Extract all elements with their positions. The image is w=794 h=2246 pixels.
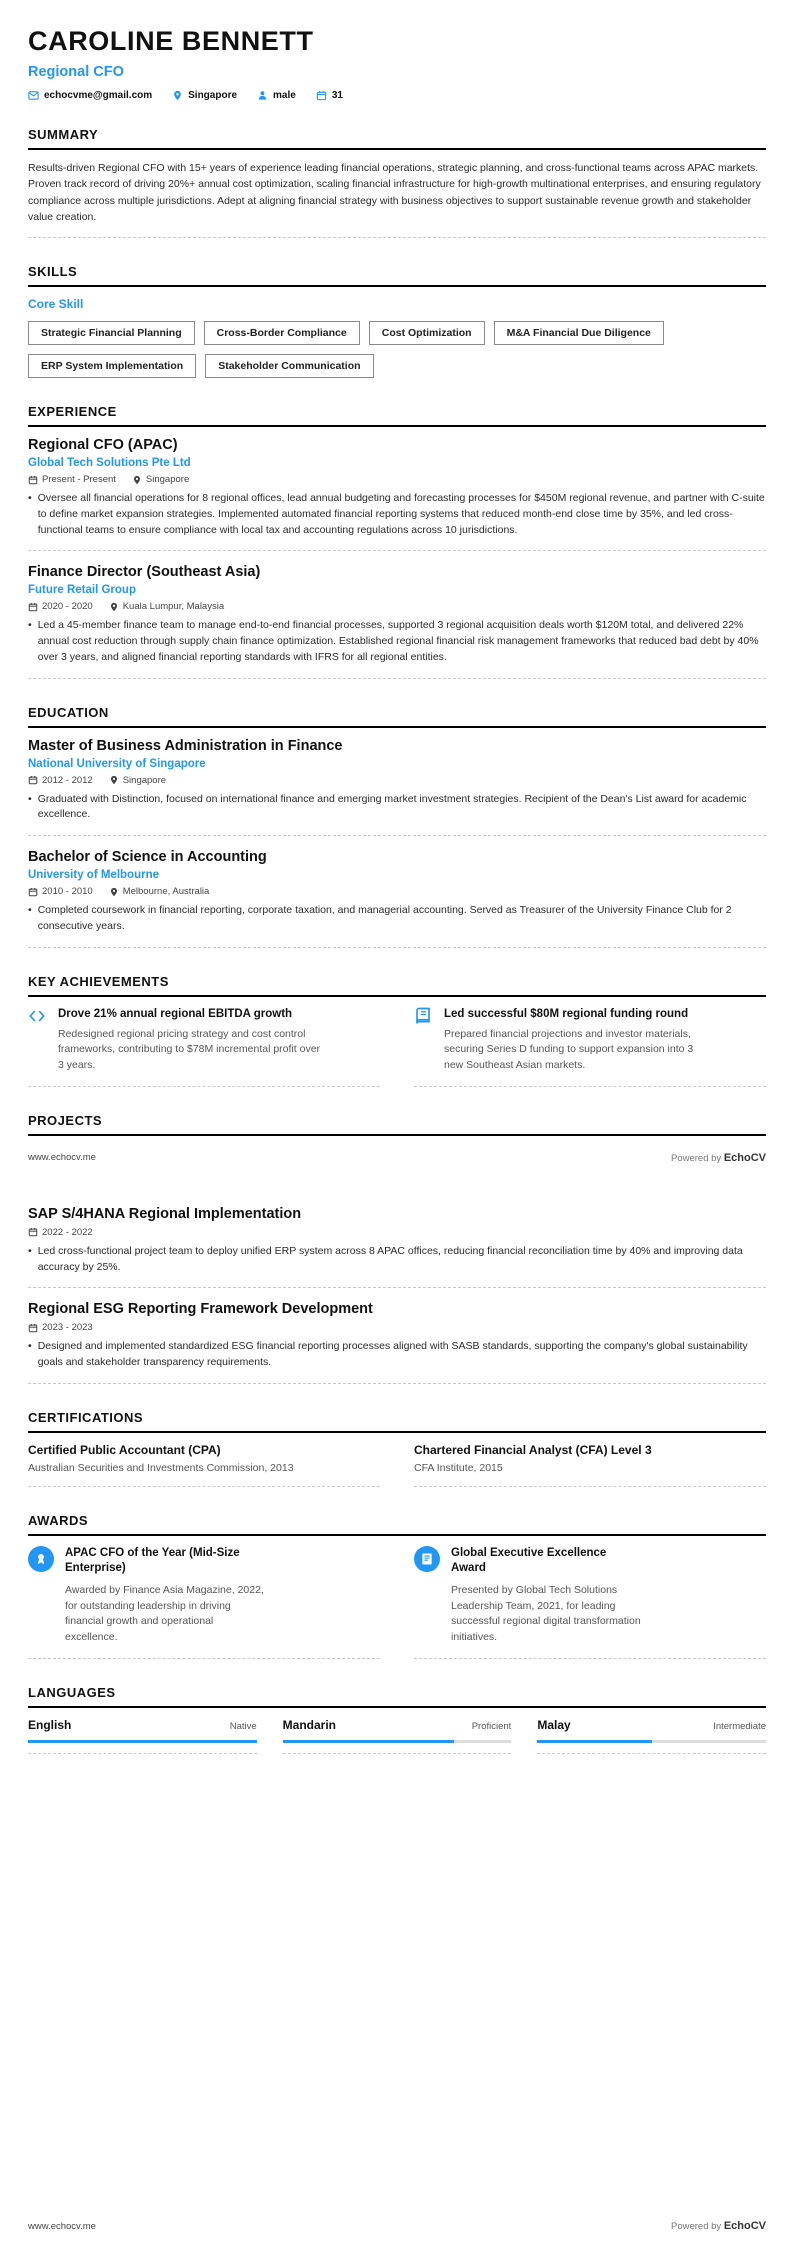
project-item [28,1206,766,1289]
section-experience [28,404,766,679]
experience-dates [28,601,93,612]
bullet-dot: • [28,792,32,805]
contact-age [316,90,343,101]
language-name: English [28,1717,72,1732]
calendar-icon [28,1227,38,1237]
project-title: Regional ESG Reporting Framework Development [28,1301,373,1318]
location-icon [109,887,119,897]
person-icon [257,90,268,101]
skill-chip: Strategic Financial Planning [28,321,195,345]
education-degree: Bachelor of Science in Accounting [28,849,267,866]
education-location-text: Melbourne, Australia [122,886,210,898]
key-achievements-grid [28,1007,766,1087]
footer-powered [671,2220,766,2232]
skill-chip: Cost Optimization [369,321,485,345]
language-row [28,1718,257,1732]
section-key-achievements [28,974,766,1087]
language-item [283,1718,512,1754]
bullet-text: Led a 45-member finance team to manage end-to-end financial processes, supported 3 regional acquisition deals worth $120M total, and delivered 22% annual cost reduction through supply chain finance optimization. Established regional financial risk management frameworks that reduced bad debt by 40% over 3 years, and aligned financial reporting standards with IFRS for all regional entities. [37,619,759,663]
language-bar-track [28,1740,257,1743]
footer-powered-text: Powered by [671,1152,722,1164]
contact-email-text: echocvme@gmail.com [44,90,153,101]
certification-issuer: CFA Institute, 2015 [414,1461,503,1474]
experience-location-text: Singapore [145,474,190,486]
footer-site-link[interactable]: www.echocv.me [28,2220,96,2232]
bullet-text: Designed and implemented standardized ESG financial reporting processes aligned with SASB standards, supporting the company's global sustainability goals and stakeholder transparency requirements. [37,1340,748,1368]
languages-grid [28,1718,766,1754]
footer-brand: EchoCV [723,2220,766,2232]
skills-heading: SKILLS [28,264,766,287]
location-icon [109,775,119,785]
project-dates [28,1322,93,1333]
footer-powered [671,1152,766,1164]
bullet-item [28,491,766,538]
certificate-icon [414,1546,440,1572]
experience-location-text: Kuala Lumpur, Malaysia [122,601,225,613]
language-bar-fill [537,1740,651,1743]
language-item [537,1718,766,1754]
section-languages [28,1685,766,1754]
page-footer-mid [28,1152,766,1164]
contact-email[interactable] [28,90,152,101]
education-location [109,886,210,897]
achievement-title: Drove 21% annual regional EBITDA growth [58,1007,293,1020]
bullet-dot: • [28,1340,32,1353]
education-heading: EDUCATION [28,705,766,728]
contact-location-text: Singapore [188,90,238,101]
project-bullets [28,1244,766,1276]
experience-role: Finance Director (Southeast Asia) [28,564,261,581]
contact-gender [257,90,296,101]
experience-location [109,601,224,612]
calendar-icon [28,602,38,612]
education-school: National University of Singapore [28,757,206,770]
achievement-description: Prepared financial projections and investor materials, securing Series D funding to support expansion into 3 new Southeast Asian markets. [444,1027,694,1071]
calendar-icon [28,1323,38,1333]
calendar-icon [28,475,38,485]
code-icon [28,1007,48,1027]
experience-dates-text: Present - Present [42,474,116,486]
education-dates-text: 2012 - 2012 [42,774,93,786]
education-location-text: Singapore [122,774,167,786]
achievement-item [28,1007,380,1087]
achievement-content [444,1007,714,1074]
summary-text: Results-driven Regional CFO with 15+ years of experience leading financial operations, strategic planning, and cross-functional teams across APAC markets. Proven track record of driving 20%+ annual cost optimization, scaling financial infrastructure for high-growth multinational enterprises, and ensuring regulatory compliance across multiple jurisdictions. Adept at aligning financial strategy with business objectives to support sustainable revenue growth and stakeholder value creation. [28,160,766,238]
language-row [537,1718,766,1732]
certification-title: Certified Public Accountant (CPA) [28,1442,221,1457]
medal-icon [28,1546,54,1572]
section-education [28,705,766,948]
experience-role: Regional CFO (APAC) [28,437,178,454]
awards-heading: AWARDS [28,1513,766,1536]
experience-meta [28,474,766,485]
project-meta [28,1227,766,1238]
project-item [28,1301,766,1384]
bullet-text: Led cross-functional project team to deploy unified ERP system across 8 APAC offices, reducing financial reconciliation time by 40% and improving data accuracy by 25%. [37,1244,743,1273]
award-description: Presented by Global Tech Solutions Leadership Team, 2021, for leading successful regional digital transformation initiatives. [451,1583,641,1644]
award-content [451,1546,651,1646]
bullet-item [28,903,766,935]
skills-chip-list [28,321,766,378]
job-title: Regional CFO [28,64,124,80]
bullet-item [28,1244,766,1276]
education-meta [28,886,766,897]
section-awards [28,1513,766,1659]
education-dates [28,886,93,897]
education-dates [28,775,93,786]
award-title: APAC CFO of the Year (Mid-Size Enterprise) [65,1546,240,1575]
project-dates [28,1227,93,1238]
bullet-text: Completed coursework in financial reporting, corporate taxation, and managerial accounting. Served as Treasurer of the University Finance Club for 2 consecutive years. [37,904,732,932]
certification-title: Chartered Financial Analyst (CFA) Level 3 [414,1442,652,1457]
language-bar-track [283,1740,512,1743]
education-degree: Master of Business Administration in Finance [28,737,343,754]
language-bar-fill [283,1740,455,1743]
project-dates-text: 2023 - 2023 [42,1322,93,1334]
language-level: Proficient [471,1720,512,1732]
section-skills [28,264,766,378]
bullet-text: Oversee all financial operations for 8 regional offices, lead annual budgeting and forecasting processes for $450M regional revenue, and partner with C-suite to define market expansion strategies. Implemented automated financial reporting systems that reduced month-end close time by 35%, and led cross-functional teams to ensure compliance with local tax and accounting regulations across 10 jurisdictions. [37,492,765,536]
candidate-name: CAROLINE BENNETT [28,26,314,56]
contact-age-text: 31 [331,90,343,101]
bullet-item [28,618,766,665]
section-certifications [28,1410,766,1487]
projects-heading: PROJECTS [28,1113,766,1136]
experience-heading: EXPERIENCE [28,404,766,427]
page-footer-bottom [28,2220,766,2232]
award-item [414,1546,766,1659]
experience-item [28,564,766,678]
education-item [28,849,766,948]
language-bar-fill [28,1740,257,1743]
project-bullets [28,1339,766,1371]
language-level: Native [229,1720,257,1732]
experience-item [28,437,766,551]
experience-meta [28,601,766,612]
calendar-icon [28,775,38,785]
awards-grid [28,1546,766,1659]
skill-chip: Stakeholder Communication [205,354,373,378]
award-title: Global Executive Excellence Award [451,1546,607,1575]
certifications-heading: CERTIFICATIONS [28,1410,766,1433]
location-icon [109,602,119,612]
award-description: Awarded by Finance Asia Magazine, 2022, for outstanding leadership in driving financial growth and operational excellence. [65,1583,264,1644]
bullet-item [28,792,766,824]
language-item [28,1718,257,1754]
skill-chip: Cross-Border Compliance [204,321,360,345]
skill-chip: ERP System Implementation [28,354,196,378]
bullet-text: Graduated with Distinction, focused on international finance and emerging market investment strategies. Recipient of the Dean's List award for academic excellence. [37,792,747,821]
achievement-description: Redesigned regional pricing strategy and cost control frameworks, contributing to $78M incremental profit over 3 years. [58,1027,321,1071]
experience-bullets [28,491,766,538]
location-icon [132,475,142,485]
bullet-dot: • [28,1244,32,1257]
experience-dates [28,474,116,485]
certification-issuer: Australian Securities and Investments Commission, 2013 [28,1461,294,1474]
contact-gender-text: male [273,90,296,101]
experience-company: Future Retail Group [28,584,136,597]
book-icon [414,1007,434,1027]
experience-location [132,474,189,485]
education-dates-text: 2010 - 2010 [42,886,93,898]
footer-site-link[interactable]: www.echocv.me [28,1152,96,1164]
footer-brand: EchoCV [723,1151,766,1164]
experience-bullets [28,618,766,665]
project-meta [28,1322,766,1333]
experience-dates-text: 2020 - 2020 [42,601,93,613]
section-projects [28,1113,766,1384]
contact-location [172,90,237,101]
bullet-dot: • [28,904,32,917]
location-icon [172,90,183,101]
education-location [109,775,166,786]
award-item [28,1546,380,1659]
email-icon [28,90,39,101]
experience-company: Global Tech Solutions Pte Ltd [28,457,191,470]
calendar-icon [28,887,38,897]
achievement-title: Led successful $80M regional funding round [444,1007,689,1020]
summary-heading: SUMMARY [28,127,766,150]
education-item [28,738,766,837]
award-content [65,1546,265,1646]
project-title: SAP S/4HANA Regional Implementation [28,1205,302,1222]
language-row [283,1718,512,1732]
project-dates-text: 2022 - 2022 [42,1226,93,1238]
key-achievements-heading: KEY ACHIEVEMENTS [28,974,766,997]
education-meta [28,775,766,786]
calendar-icon [316,90,327,101]
language-bar-track [537,1740,766,1743]
languages-heading: LANGUAGES [28,1685,766,1708]
achievement-item [414,1007,766,1087]
bullet-dot: • [28,492,32,505]
bullet-item [28,1339,766,1371]
skill-chip: M&A Financial Due Diligence [494,321,664,345]
language-name: Mandarin [282,1717,336,1732]
certification-item [28,1443,380,1487]
education-bullets [28,903,766,935]
section-summary [28,127,766,238]
contact-row [28,90,766,101]
achievement-content [58,1007,328,1074]
certifications-grid [28,1443,766,1487]
header [28,26,766,101]
certification-item [414,1443,766,1487]
language-name: Malay [537,1717,571,1732]
footer-powered-text: Powered by [671,2221,722,2232]
language-level: Intermediate [713,1720,766,1732]
skills-group-label: Core Skill [28,297,84,312]
education-school: University of Melbourne [28,869,159,882]
bullet-dot: • [28,619,32,632]
education-bullets [28,792,766,824]
